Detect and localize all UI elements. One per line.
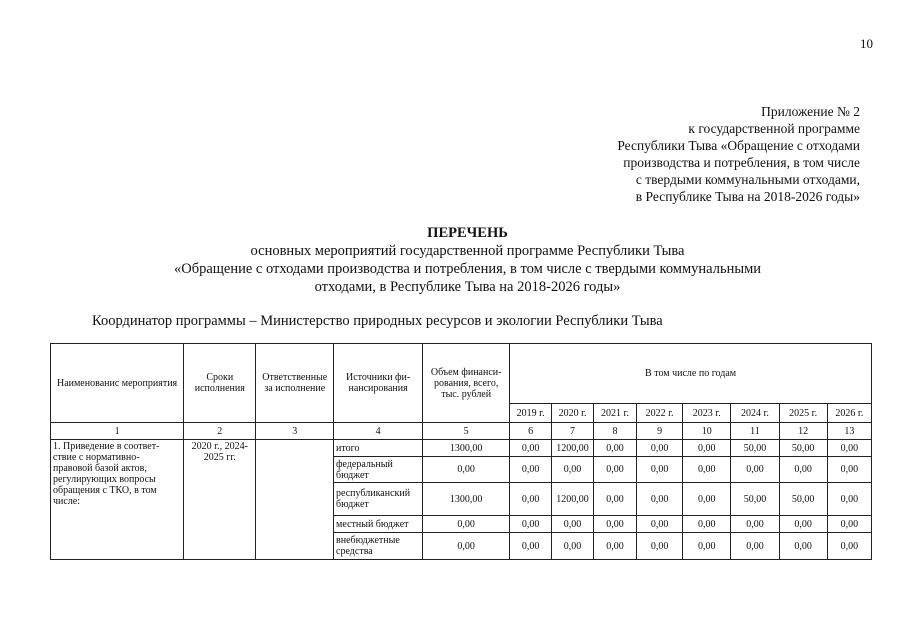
year-value: 0,00 xyxy=(594,457,637,483)
header-name: Наименованис мероприятия xyxy=(51,344,184,423)
year-value: 0,00 xyxy=(683,516,731,533)
appendix-line: с твердыми коммунальными отходами, xyxy=(635,172,860,187)
appendix-line: к государственной программе xyxy=(688,121,860,136)
page-number: 10 xyxy=(860,36,873,51)
appendix-note xyxy=(560,103,860,205)
funding-source: внебюджетные средства xyxy=(334,533,423,560)
funding-source: местный бюджет xyxy=(334,516,423,533)
year-value: 50,00 xyxy=(779,440,827,457)
year-value: 0,00 xyxy=(779,457,827,483)
year-value: 0,00 xyxy=(510,440,552,457)
year-value: 0,00 xyxy=(683,440,731,457)
title-line: «Обращение с отходами производства и потребления, в том числе с твердыми коммунальными xyxy=(173,261,762,277)
year-value: 1200,00 xyxy=(552,440,594,457)
year-value: 50,00 xyxy=(731,483,779,516)
year-value: 0,00 xyxy=(731,533,779,560)
year-cell: 2020 г. xyxy=(552,404,594,423)
year-value: 50,00 xyxy=(779,483,827,516)
year-value: 0,00 xyxy=(594,516,637,533)
header-sources: Источники фи- нансирования xyxy=(334,344,423,423)
column-number: 10 xyxy=(683,423,731,440)
year-value: 0,00 xyxy=(594,440,637,457)
funding-source: итого xyxy=(334,440,423,457)
activity-responsible xyxy=(256,440,334,560)
year-value: 0,00 xyxy=(637,533,683,560)
year-cell: 2025 г. xyxy=(779,404,827,423)
year-value: 0,00 xyxy=(510,483,552,516)
year-value: 0,00 xyxy=(510,533,552,560)
year-value: 0,00 xyxy=(827,440,871,457)
appendix-line: производства и потребления, в том числе xyxy=(623,155,860,170)
activity-name: 1. Приведение в соответ- ствие с нормативно- правовой базой актов, регулирующих вопросы обращения с ТКО, в том числе: xyxy=(51,440,184,560)
funding-total: 1300,00 xyxy=(423,440,510,457)
year-value: 0,00 xyxy=(594,483,637,516)
funding-total: 0,00 xyxy=(423,516,510,533)
column-number: 11 xyxy=(731,423,779,440)
column-number: 2 xyxy=(184,423,256,440)
year-cell: 2023 г. xyxy=(683,404,731,423)
year-value: 0,00 xyxy=(827,533,871,560)
year-value: 0,00 xyxy=(594,533,637,560)
year-value: 0,00 xyxy=(683,533,731,560)
column-number: 9 xyxy=(637,423,683,440)
year-value: 0,00 xyxy=(637,457,683,483)
column-number-row xyxy=(51,423,872,440)
header-responsible: Ответственные за исполнение xyxy=(256,344,334,423)
year-value: 0,00 xyxy=(731,516,779,533)
header-volume: Объем финанси- рования, всего, тыс. рублей xyxy=(423,344,510,423)
year-cell: 2024 г. xyxy=(731,404,779,423)
column-number: 5 xyxy=(423,423,510,440)
funding-total: 1300,00 xyxy=(423,483,510,516)
year-value: 50,00 xyxy=(731,440,779,457)
year-cell: 2026 г. xyxy=(827,404,871,423)
header-by-years: В том числе по годам xyxy=(510,344,872,404)
funding-total: 0,00 xyxy=(423,457,510,483)
column-number: 3 xyxy=(256,423,334,440)
activities-table xyxy=(50,343,872,560)
year-value: 0,00 xyxy=(552,516,594,533)
year-cell: 2019 г. xyxy=(510,404,552,423)
year-value: 1200,00 xyxy=(552,483,594,516)
funding-total: 0,00 xyxy=(423,533,510,560)
year-value: 0,00 xyxy=(552,533,594,560)
year-value: 0,00 xyxy=(779,533,827,560)
document-title xyxy=(100,224,835,296)
table-row xyxy=(51,440,872,457)
column-number: 6 xyxy=(510,423,552,440)
title-heading: ПЕРЕЧЕНЬ xyxy=(427,225,508,241)
column-number: 8 xyxy=(594,423,637,440)
column-number: 7 xyxy=(552,423,594,440)
header-terms: Сроки исполнения xyxy=(184,344,256,423)
appendix-line: в Республике Тыва на 2018-2026 годы» xyxy=(635,189,860,204)
funding-source: федеральный бюджет xyxy=(334,457,423,483)
year-value: 0,00 xyxy=(510,457,552,483)
year-value: 0,00 xyxy=(827,516,871,533)
column-number: 12 xyxy=(779,423,827,440)
year-value: 0,00 xyxy=(552,457,594,483)
year-value: 0,00 xyxy=(637,440,683,457)
year-cell: 2022 г. xyxy=(637,404,683,423)
activity-terms: 2020 г., 2024-2025 гг. xyxy=(184,440,256,560)
title-line: основных мероприятий государственной программе Республики Тыва xyxy=(250,243,685,259)
table-header-row xyxy=(51,344,872,404)
column-number: 1 xyxy=(51,423,184,440)
year-value: 0,00 xyxy=(683,483,731,516)
column-number: 4 xyxy=(334,423,423,440)
year-value: 0,00 xyxy=(731,457,779,483)
title-line: отходами, в Республике Тыва на 2018-2026 годы» xyxy=(314,279,621,295)
year-value: 0,00 xyxy=(637,483,683,516)
year-value: 0,00 xyxy=(510,516,552,533)
year-cell: 2021 г. xyxy=(594,404,637,423)
year-value: 0,00 xyxy=(827,483,871,516)
year-value: 0,00 xyxy=(827,457,871,483)
funding-source: республиканский бюджет xyxy=(334,483,423,516)
coordinator-line: Координатор программы – Министерство природных ресурсов и экологии Республики Тыва xyxy=(92,313,663,329)
column-number: 13 xyxy=(827,423,871,440)
year-value: 0,00 xyxy=(779,516,827,533)
year-value: 0,00 xyxy=(637,516,683,533)
appendix-line: Республики Тыва «Обращение с отходами xyxy=(617,138,860,153)
appendix-line: Приложение № 2 xyxy=(761,104,860,119)
year-value: 0,00 xyxy=(683,457,731,483)
